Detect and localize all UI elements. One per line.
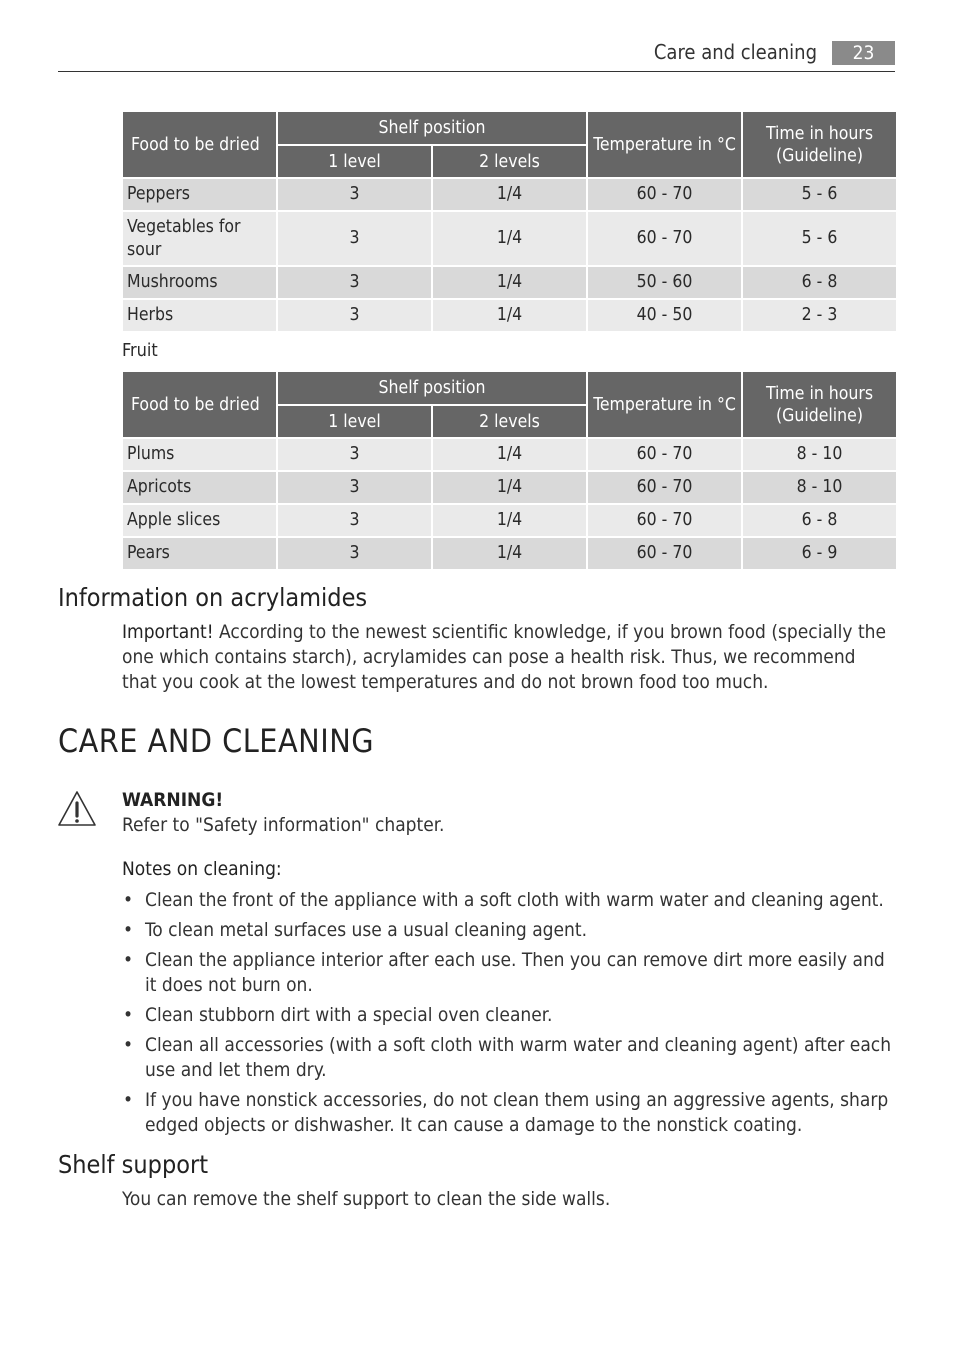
col-header-temp: Temperature in °C	[588, 112, 741, 177]
table-row: Herbs 3 1/4 40 - 50 2 - 3	[123, 300, 896, 331]
warning-title: WARNING!	[122, 789, 224, 811]
table-row: Apricots 3 1/4 60 - 70 8 - 10	[123, 472, 896, 503]
page-number: 23	[832, 41, 895, 65]
col-header-food: Food to be dried	[123, 112, 276, 177]
col-header-time: Time in hours (Guideline)	[743, 112, 896, 177]
vegetables-drying-table	[121, 110, 898, 333]
notes-title: Notes on cleaning:	[122, 858, 282, 880]
acrylamides-text: According to the newest scientific knowledge, if you brown food (specially the one which contains starch), acrylamides can pose a health risk. Thus, we recommend that you cook at the lowest temperatures and do not brown food too much.	[122, 621, 887, 693]
shelf-support-text: You can remove the shelf support to clean the side walls.	[122, 1188, 611, 1210]
col-header-shelf: Shelf position	[278, 372, 586, 404]
col-header-level1: 1 level	[278, 406, 431, 437]
col-header-level2: 2 levels	[433, 406, 586, 437]
warning-text: Refer to "Safety information" chapter.	[122, 814, 445, 836]
list-item: • Clean stubborn dirt with a special oven cleaner.	[122, 1003, 892, 1028]
table-row: Apple slices 3 1/4 60 - 70 6 - 8	[123, 505, 896, 536]
acrylamides-heading: Information on acrylamides	[58, 583, 368, 612]
table-row: Plums 3 1/4 60 - 70 8 - 10	[123, 439, 896, 470]
important-label: Important!	[122, 621, 214, 643]
header-section-title: Care and cleaning	[653, 40, 817, 64]
page-header	[58, 38, 895, 72]
table-row: Pears 3 1/4 60 - 70 6 - 9	[123, 538, 896, 569]
list-item: • If you have nonstick accessories, do not clean them using an aggressive agents, sharp edged objects or dishwasher. It can cause a damage to the nonstick coating.	[122, 1088, 892, 1138]
acrylamides-paragraph	[122, 620, 890, 695]
col-header-level1: 1 level	[278, 146, 431, 177]
col-header-shelf: Shelf position	[278, 112, 586, 144]
col-header-temp: Temperature in °C	[588, 372, 741, 437]
table-row: Peppers 3 1/4 60 - 70 5 - 6	[123, 179, 896, 210]
list-item: • To clean metal surfaces use a usual cleaning agent.	[122, 918, 892, 943]
col-header-food: Food to be dried	[123, 372, 276, 437]
shelf-support-heading: Shelf support	[58, 1150, 209, 1179]
list-item: • Clean the front of the appliance with a soft cloth with warm water and cleaning agent.	[122, 888, 892, 913]
warning-icon	[57, 789, 97, 829]
table-row: Mushrooms 3 1/4 50 - 60 6 - 8	[123, 267, 896, 298]
table-row: Vegetables for sour 3 1/4 60 - 70 5 - 6	[123, 212, 896, 265]
fruit-drying-table	[121, 370, 898, 571]
care-cleaning-heading: CARE AND CLEANING	[58, 722, 375, 760]
col-header-time: Time in hours (Guideline)	[743, 372, 896, 437]
fruit-caption: Fruit	[122, 340, 158, 361]
list-item: • Clean the appliance interior after each use. Then you can remove dirt more easily and it does not burn on.	[122, 948, 892, 998]
col-header-level2: 2 levels	[433, 146, 586, 177]
list-item: • Clean all accessories (with a soft cloth with warm water and cleaning agent) after each use and let them dry.	[122, 1033, 892, 1083]
cleaning-notes-list	[122, 888, 892, 1143]
